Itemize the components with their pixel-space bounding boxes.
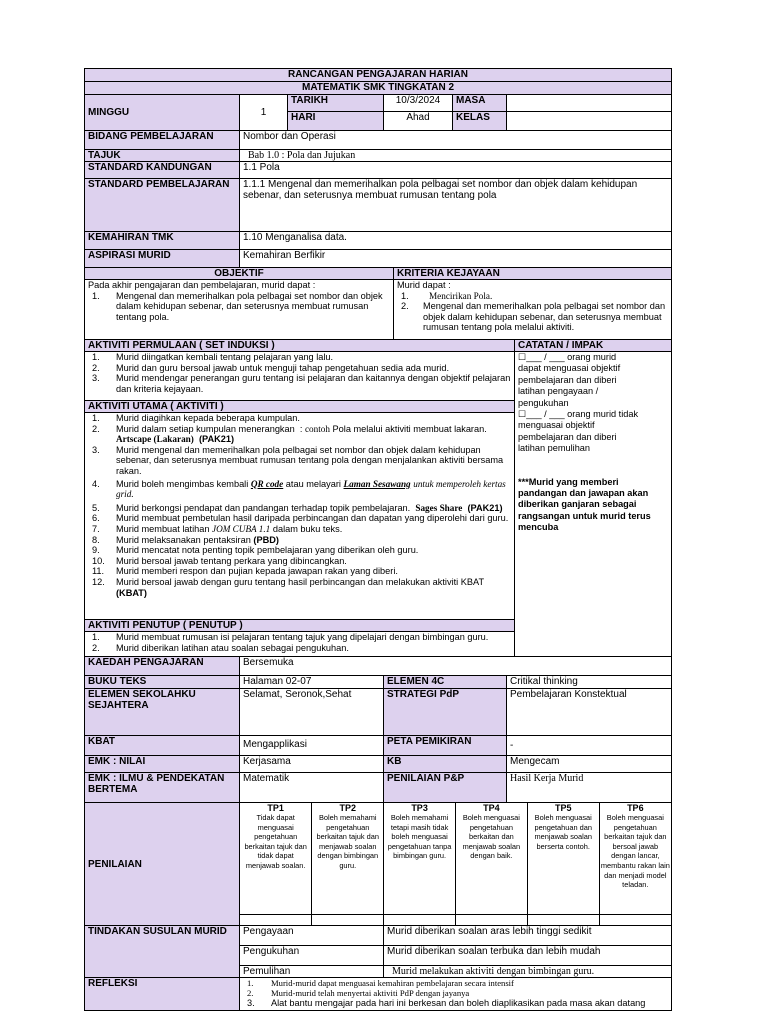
kriteria-item: 2. Mengenal dan memerihalkan pola pelbagai set nombor dan objek dalam kehidupan sebenar, dan seterusnya membuat rumusan tentang pola melalui aktiviti. — [401, 301, 666, 333]
buku-label: BUKU TEKS — [85, 676, 240, 689]
penilaian-label: PENILAIAN — [85, 803, 240, 926]
catatan-note: ***Murid yang memberi pandangan dan jawapan akan diberikan ganjaran sebagai rangsangan untuk murid terus mencuba — [518, 476, 651, 533]
utama-item: 9. Murid mencatat nota penting topik pembelajaran yang diberikan oleh guru. — [92, 545, 419, 556]
bidang-value: Nombor dan Operasi — [240, 131, 672, 150]
utama-item: 6. Murid membuat pembetulan hasil daripada perbincangan dan dapatan yang diperolehi dari guru. — [92, 513, 509, 524]
tp-cell: TP4 Boleh menguasai pengetahuan berkaitan dan menjawab soalan dengan baik. — [455, 803, 527, 914]
utama-item: 5. Murid berkongsi pendapat dan pandangan terhadap topik pembelajaran. Sages Share (PAK21) — [92, 502, 503, 513]
sp-value: 1.1.1 Mengenal dan memerihalkan pola pelbagai set nombor dan objek dalam kehidupan sebenar, dan seterusnya membuat rumusan tentang pola — [240, 179, 672, 232]
kriteria-cell — [394, 280, 672, 340]
lesson-plan-table — [84, 68, 672, 1011]
sp-label: STANDARD PEMBELAJARAN — [85, 179, 240, 232]
utama-item: 12. Murid bersoal jawab dengan guru tentang hasil perbincangan dan melakukan aktiviti KBAT (KBAT) — [92, 576, 485, 598]
elemen4c-label: ELEMEN 4C — [384, 676, 507, 689]
tarikh-label: TARIKH — [288, 95, 384, 112]
permulaan-item: 1. Murid diingatkan kembali tentang pelajaran yang lalu. — [92, 352, 334, 362]
utama-item: 8. Murid melaksanakan pentaksiran (PBD) — [92, 534, 279, 545]
pemulihan-desc: Murid melakukan aktiviti dengan bimbingan guru. — [384, 966, 672, 978]
tarikh-value: 10/3/2024 — [384, 95, 453, 112]
utama-item: 3. Murid mengenal dan memerihalkan pola pelbagai set nombor dan objek dalam kehidupan sebenar, dan seterusnya membuat rumusan tentang pola dengan menjalankan aktiviti bersama rakan. — [92, 444, 504, 476]
pengayaan-desc: Murid diberikan soalan aras lebih tinggi sedikit — [384, 926, 672, 946]
plan-title: RANCANGAN PENGAJARAN HARIAN — [85, 69, 672, 82]
plan-subtitle: MATEMATIK SMK TINGKATAN 2 — [85, 82, 672, 95]
minggu-label: MINGGU — [85, 95, 240, 131]
nilai-value: Kerjasama — [240, 756, 384, 773]
ilmu-value: Matematik — [240, 773, 384, 803]
penilaian-blank-row — [240, 915, 672, 926]
sekolah-label: ELEMEN SEKOLAHKU SEJAHTERA — [85, 689, 240, 736]
refleksi-item: 3. Alat bantu mengajar pada hari ini berkesan dan boleh diaplikasikan pada masa akan datang — [247, 998, 646, 1008]
permulaan-item: 2. Murid dan guru bersoal jawab untuk menguji tahap pengetahuan sedia ada murid. — [92, 362, 450, 373]
pengukuhan-label: Pengukuhan — [240, 946, 384, 966]
utama-item: 11. Murid memberi respon dan pujian kepada jawapan rakan yang diberi. — [92, 566, 398, 577]
tajuk-value: Bab 1.0 : Pola dan Jujukan — [240, 150, 672, 162]
masa-label: MASA — [453, 95, 507, 112]
penilaian-pp-value: Hasil Kerja Murid — [507, 773, 672, 803]
tp-cell: TP1 Tidak dapat menguasai pengetahuan berkaitan tajuk dan tidak dapat menjawab soalan. — [240, 803, 312, 914]
penutup-heading: AKTIVITI PENUTUP ( PENUTUP ) — [85, 620, 515, 632]
tajuk-label: TAJUK — [85, 150, 240, 162]
kb-label: KB — [384, 756, 507, 773]
sk-value: 1.1 Pola — [240, 162, 672, 179]
utama-heading: AKTIVITI UTAMA ( AKTIVITI ) — [85, 401, 515, 413]
masa-value — [507, 95, 672, 112]
buku-value: Halaman 02-07 — [240, 676, 384, 689]
elemen4c-value: Critikal thinking — [507, 676, 672, 689]
catatan-line-2: ☐___ / ___ orang murid tidak menguasai objektif pembelajaran dan diberi latihan pemulihan — [518, 409, 639, 454]
tmk-label: KEMAHIRAN TMK — [85, 232, 240, 250]
utama-item: 10. Murid bersoal jawab tentang perkara yang dibincangkan. — [92, 555, 347, 566]
pengayaan-label: Pengayaan — [240, 926, 384, 946]
tmk-value: 1.10 Menganalisa data. — [240, 232, 672, 250]
penilaian-pp-label: PENILAIAN P&P — [384, 773, 507, 803]
pengukuhan-desc: Murid diberikan soalan terbuka dan lebih mudah — [384, 946, 672, 966]
catatan-heading: CATATAN / IMPAK — [515, 340, 672, 352]
peta-label: PETA PEMIKIRAN — [384, 736, 507, 756]
tp-cell: TP6 Boleh menguasai pengetahuan berkaitan tajuk dan bersoal jawab dengan lancar, membantu rakan lain dan menjadi model teladan. — [600, 803, 670, 890]
susulan-label: TINDAKAN SUSULAN MURID — [85, 926, 240, 978]
strategi-value: Pembelajaran Konstektual — [507, 689, 672, 736]
utama-item: 2. Murid dalam setiap kumpulan menerangkan : contoh Pola melalui aktiviti membuat lakaran. Artscape (Lakaran) (PAK21) — [92, 423, 487, 445]
objektif-heading: OBJEKTIF — [85, 268, 394, 280]
tp-cell: TP2 Boleh memahami pengetahuan berkaitan tajuk dan menjawab soalan dengan bimbingan guru. — [312, 803, 384, 914]
penutup-item: 2. Murid diberikan latihan atau soalan sebagai pengukuhan. — [92, 642, 349, 653]
permulaan-heading: AKTIVITI PERMULAAN ( SET INDUKSI ) — [85, 340, 515, 352]
minggu-value: 1 — [240, 95, 288, 131]
objektif-item: 1. Mengenal dan memerihalkan pola pelbagai set nombor dan objek dalam kehidupan sebenar, dan seterusnya membuat rumusan tentang pola. — [92, 290, 383, 322]
aspirasi-label: ASPIRASI MURID — [85, 250, 240, 268]
objektif-cell — [85, 280, 394, 340]
refleksi-cell — [240, 978, 672, 1011]
kbat-label: KBAT — [85, 736, 240, 756]
objektif-intro: Pada akhir pengajaran dan pembelajaran, murid dapat : — [88, 280, 316, 290]
refleksi-item: 1. Murid-murid dapat menguasai kemahiran pembelajaran secara intensif — [247, 978, 514, 988]
kbat-value: Mengapplikasi — [240, 736, 384, 756]
kaedah-label: KAEDAH PENGAJARAN — [85, 657, 240, 676]
kriteria-intro: Murid dapat : — [397, 280, 451, 290]
bidang-label: BIDANG PEMBELAJARAN — [85, 131, 240, 150]
penutup-cell — [85, 632, 515, 657]
ilmu-label: EMK : ILMU & PENDEKATAN BERTEMA — [85, 773, 240, 803]
sk-label: STANDARD KANDUNGAN — [85, 162, 240, 179]
kelas-value — [507, 112, 672, 131]
kaedah-value: Bersemuka — [240, 657, 672, 676]
utama-item: 4. Murid boleh mengimbas kembali QR code atau melayari Laman Sesawang untuk memperoleh kertas grid. — [92, 478, 506, 500]
pemulihan-label: Pemulihan — [240, 966, 384, 978]
sekolah-value: Selamat, Seronok,Sehat — [240, 689, 384, 736]
tp-cell: TP3 Boleh memahami tetapi masih tidak boleh menguasai pengetahuan tanpa bimbingan guru. — [384, 803, 456, 914]
peta-value: - — [507, 736, 672, 756]
penilaian-grid — [240, 803, 672, 915]
hari-label: HARI — [288, 112, 384, 131]
aspirasi-value: Kemahiran Berfikir — [240, 250, 672, 268]
catatan-line-1: ☐___ / ___ orang murid dapat menguasai objektif pembelajaran dan diberi latihan pengayaan / pengukuhan — [518, 352, 621, 408]
nilai-label: EMK : NILAI — [85, 756, 240, 773]
refleksi-label: REFLEKSI — [85, 978, 240, 1011]
strategi-label: STRATEGI PdP — [384, 689, 507, 736]
kb-value: Mengecam — [507, 756, 672, 773]
catatan-cell — [515, 352, 672, 657]
kriteria-heading: KRITERIA KEJAYAAN — [394, 268, 672, 280]
kriteria-item: 1. Mencirikan Pola. — [401, 290, 493, 301]
permulaan-cell — [85, 352, 515, 401]
utama-item: 7. Murid membuat latihan JOM CUBA 1.1 dalam buku teks. — [92, 523, 343, 534]
utama-cell — [85, 413, 515, 620]
refleksi-item: 2. Murid-murid telah menyertai aktiviti PdP dengan jayanya — [247, 988, 470, 998]
utama-item: 1. Murid diagihkan kepada beberapa kumpulan. — [92, 413, 300, 423]
kelas-label: KELAS — [453, 112, 507, 131]
tp-cell: TP5 Boleh menguasai pengetahuan dan menjawab soalan berserta contoh. — [527, 803, 599, 914]
hari-value: Ahad — [384, 112, 453, 131]
penutup-item: 1. Murid membuat rumusan isi pelajaran tentang tajuk yang dipelajari dengan bimbingan guru. — [92, 632, 489, 642]
permulaan-item: 3. Murid mendengar penerangan guru tentang isi pelajaran dan kaitannya dengan objektif pelajaran dan kriteria kejayaan. — [92, 373, 511, 394]
